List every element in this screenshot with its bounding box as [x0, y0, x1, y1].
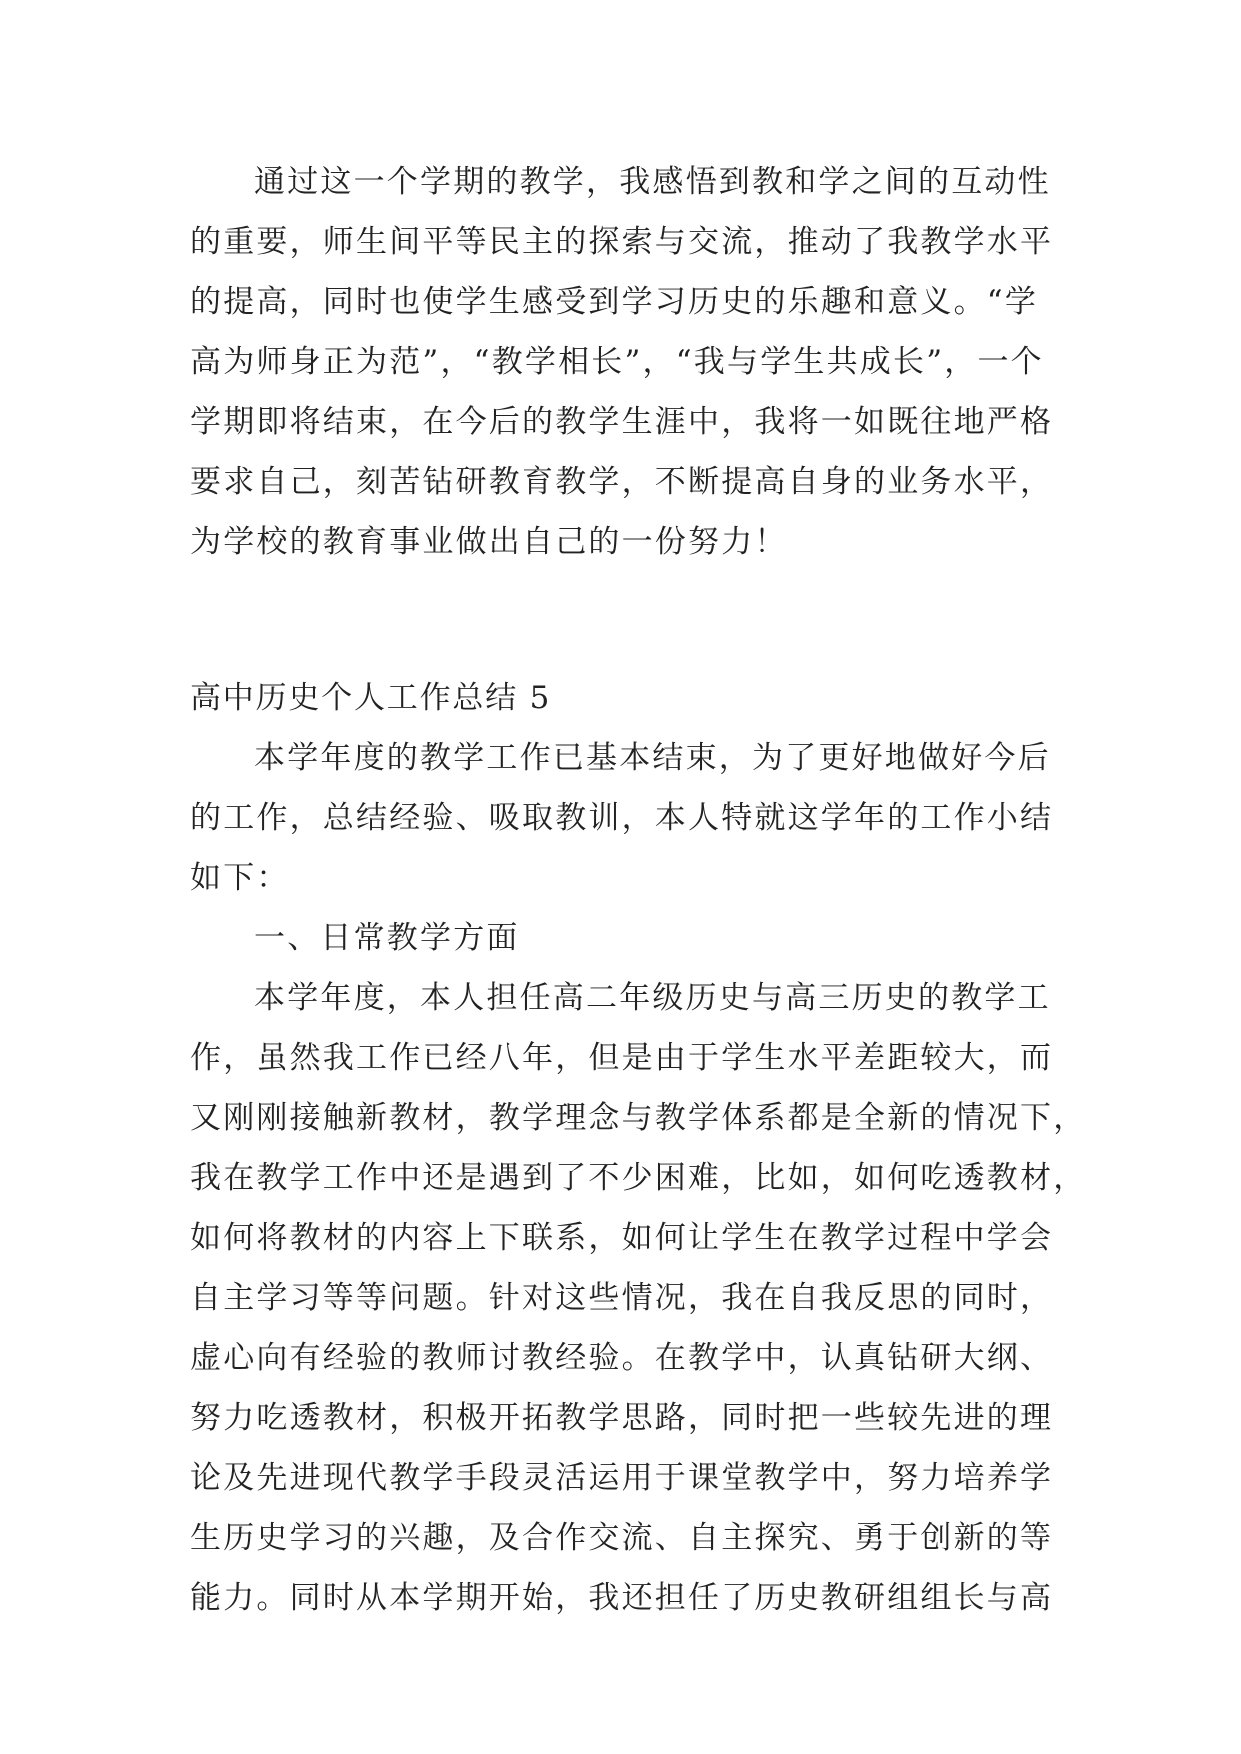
paragraph-line: 为学校的教育事业做出自己的一份努力！ [190, 524, 788, 560]
paragraph-line: 如何将教材的内容上下联系，如何让学生在教学过程中学会 [190, 1220, 1054, 1256]
paragraph-line: 生历史学习的兴趣，及合作交流、自主探究、勇于创新的等 [190, 1520, 1054, 1556]
paragraph-line: 学期即将结束，在今后的教学生涯中，我将一如既往地严格 [190, 404, 1054, 440]
section-spacer [190, 572, 1054, 668]
paragraph-line: 的工作，总结经验、吸取教训，本人特就这学年的工作小结 [190, 800, 1054, 836]
paragraph-introduction [190, 728, 1054, 908]
paragraph-line: 的提高，同时也使学生感受到学习历史的乐趣和意义。“学 [190, 284, 1039, 320]
paragraph-line: 本学年度的教学工作已基本结束，为了更好地做好今后 [254, 740, 1051, 776]
paragraph-line: 的重要，师生间平等民主的探索与交流，推动了我教学水平 [190, 224, 1054, 260]
paragraph-line: 作，虽然我工作已经八年，但是由于学生水平差距较大，而 [190, 1040, 1054, 1076]
paragraph-line: 又刚刚接触新教材，教学理念与教学体系都是全新的情况下， [190, 1100, 1087, 1136]
subheading-daily-teaching: 一、日常教学方面 [254, 920, 520, 956]
paragraph-closing-reflection [190, 152, 1054, 572]
paragraph-line: 能力。同时从本学期开始，我还担任了历史教研组组长与高 [190, 1580, 1054, 1616]
paragraph-line: 努力吃透教材，积极开拓教学思路，同时把一些较先进的理 [190, 1400, 1054, 1436]
paragraph-line: 论及先进现代教学手段灵活运用于课堂教学中，努力培养学 [190, 1460, 1054, 1496]
paragraph-line: 要求自己，刻苦钻研教育教学，不断提高自身的业务水平， [190, 464, 1054, 500]
paragraph-line: 如下： [190, 860, 290, 896]
paragraph-daily-teaching [190, 968, 1087, 1628]
paragraph-line: 自主学习等等问题。针对这些情况，我在自我反思的同时， [190, 1280, 1054, 1316]
document-body [190, 152, 1087, 1628]
paragraph-line: 高为师身正为范”，“教学相长”，“我与学生共成长”，一个 [190, 344, 1044, 380]
paragraph-line: 通过这一个学期的教学，我感悟到教和学之间的互动性 [254, 164, 1051, 200]
paragraph-line: 虚心向有经验的教师讨教经验。在教学中，认真钻研大纲、 [190, 1340, 1054, 1376]
section-heading: 高中历史个人工作总结 5 [190, 680, 552, 716]
paragraph-line: 本学年度，本人担任高二年级历史与高三历史的教学工 [254, 980, 1051, 1016]
paragraph-line: 我在教学工作中还是遇到了不少困难，比如，如何吃透教材， [190, 1160, 1087, 1196]
